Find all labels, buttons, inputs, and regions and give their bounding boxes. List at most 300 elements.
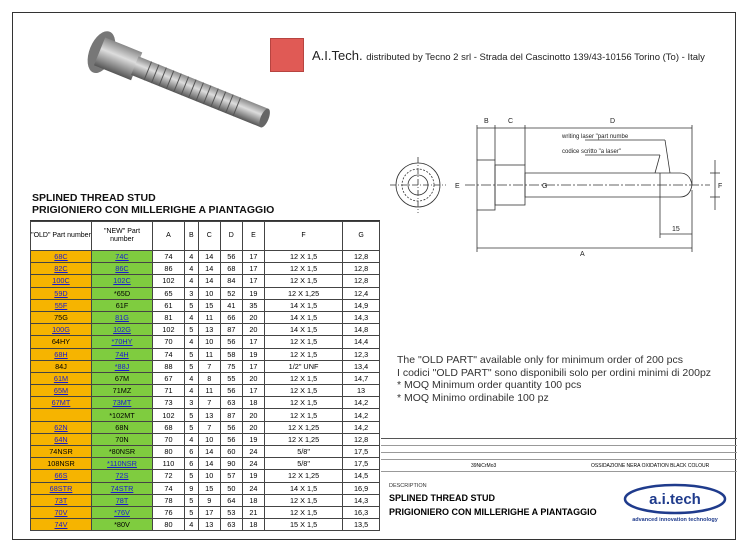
old-part-cell: 74NSR	[31, 446, 92, 458]
dimension-cell: 5/8"	[265, 458, 343, 470]
old-part-link[interactable]: 66S	[54, 471, 68, 481]
order-notes	[397, 354, 711, 404]
dimension-cell: 12,8	[343, 275, 380, 287]
new-part-cell	[92, 348, 153, 360]
stud-illustration	[60, 26, 280, 166]
dimension-cell: 12 X 1,5	[265, 275, 343, 287]
dimension-cell: 14	[198, 251, 220, 263]
new-part-link[interactable]: 74H	[115, 349, 129, 359]
dimension-cell: 41	[220, 299, 242, 311]
dimension-cell: 56	[220, 421, 242, 433]
new-part-cell	[92, 263, 153, 275]
dimension-cell: 56	[220, 336, 242, 348]
dimension-cell: 56	[220, 433, 242, 445]
dimension-cell: 19	[242, 433, 264, 445]
dimension-cell: 17	[242, 336, 264, 348]
column-header: E	[242, 222, 264, 251]
dimension-cell: 12,8	[343, 433, 380, 445]
dimension-cell: 4	[184, 336, 198, 348]
material-value: 39NiCrMo3	[471, 463, 497, 469]
dimension-cell: 12 X 1,5	[265, 385, 343, 397]
dim-c: C	[508, 118, 514, 125]
dimension-cell: 14 X 1,5	[265, 324, 343, 336]
dimension-cell: 13	[198, 519, 220, 531]
new-part-cell: 71MZ	[92, 385, 153, 397]
new-part-cell: 61F	[92, 299, 153, 311]
finish-value: OSSIDAZIONE NERA OXIDATION BLACK COLOUR	[591, 463, 710, 469]
dimension-cell: 6	[184, 458, 198, 470]
dimension-cell: 65	[153, 287, 185, 299]
dimension-cell: 70	[153, 433, 185, 445]
dimension-cell: 17	[242, 385, 264, 397]
new-part-cell	[92, 494, 153, 506]
new-part-cell: *80V	[92, 519, 153, 531]
dimension-cell: 24	[242, 446, 264, 458]
dimension-cell: 90	[220, 458, 242, 470]
dimension-cell: 4	[184, 311, 198, 323]
old-part-cell	[31, 470, 92, 482]
table-title	[30, 190, 380, 221]
dimension-cell: 15	[198, 299, 220, 311]
old-part-link[interactable]: 70V	[54, 508, 68, 518]
dimension-cell: 74	[153, 251, 185, 263]
column-header: "NEW" Part number	[92, 222, 153, 251]
dimension-cell: 72	[153, 470, 185, 482]
dimension-cell: 55	[220, 372, 242, 384]
new-part-cell	[92, 470, 153, 482]
new-part-link[interactable]: *76V	[114, 508, 130, 518]
dimension-cell: 10	[198, 287, 220, 299]
table-row	[31, 397, 380, 409]
dimension-cell: 14,5	[343, 470, 380, 482]
table-row	[31, 494, 380, 506]
parts-table	[30, 221, 380, 531]
dimension-cell: 87	[220, 324, 242, 336]
dimension-cell: 12 X 1,25	[265, 433, 343, 445]
table-row	[31, 519, 380, 531]
dimension-cell: 16,3	[343, 506, 380, 518]
dimension-cell: 12 X 1,5	[265, 348, 343, 360]
old-part-cell	[31, 519, 92, 531]
new-part-cell: *80NSR	[92, 446, 153, 458]
dimension-cell: 80	[153, 519, 185, 531]
dimension-cell: 5	[184, 324, 198, 336]
old-part-link[interactable]: 61M	[53, 373, 69, 383]
description-en: SPLINED THREAD STUD	[389, 493, 496, 503]
dimension-cell: 102	[153, 409, 185, 421]
dimension-cell: 20	[242, 421, 264, 433]
dimension-cell: 24	[242, 482, 264, 494]
description-label: DESCRIPTION	[389, 483, 427, 489]
dim-g: G	[542, 183, 548, 190]
old-part-cell	[31, 421, 92, 433]
new-part-link[interactable]: 72S	[115, 471, 129, 481]
table-title-it: PRIGIONIERO CON MILLERIGHE A PIANTAGGIO	[32, 204, 275, 216]
old-part-link[interactable]: 67MT	[51, 398, 71, 408]
brand-logo-square	[270, 38, 304, 72]
brand-line	[312, 48, 705, 63]
dimension-cell: 5	[184, 348, 198, 360]
dimension-cell: 17,5	[343, 458, 380, 470]
table-title-en: SPLINED THREAD STUD	[32, 192, 156, 204]
dimension-cell: 13	[198, 409, 220, 421]
old-part-link[interactable]: 65M	[53, 386, 69, 396]
old-part-link[interactable]: 82C	[54, 264, 68, 274]
dimension-cell: 17	[242, 263, 264, 275]
dimension-cell: 18	[242, 494, 264, 506]
aitech-tagline: advanced innovation technology	[632, 517, 718, 523]
table-row	[31, 372, 380, 384]
note-line: * MOQ Minimum order quantity 100 pcs	[397, 379, 582, 391]
dimension-cell: 14	[198, 458, 220, 470]
dim-a: A	[580, 251, 585, 258]
table-row	[31, 421, 380, 433]
dimension-cell: 20	[242, 372, 264, 384]
table-row	[31, 324, 380, 336]
new-part-link[interactable]: 73MT	[112, 398, 132, 408]
old-part-cell	[31, 409, 92, 421]
dimension-cell: 5	[184, 409, 198, 421]
old-part-cell	[31, 287, 92, 299]
dimension-cell: 56	[220, 251, 242, 263]
dimension-cell: 14,3	[343, 494, 380, 506]
table-row	[31, 348, 380, 360]
dimension-cell: 12 X 1,5	[265, 397, 343, 409]
dimension-cell: 11	[198, 348, 220, 360]
dimension-cell: 12 X 1,5	[265, 494, 343, 506]
old-part-cell	[31, 275, 92, 287]
dimension-cell: 64	[220, 494, 242, 506]
note-line: I codici "OLD PART" sono disponibili solo per ordini minimi di 200pz	[397, 366, 712, 379]
new-part-cell: 67M	[92, 372, 153, 384]
dimension-cell: 110	[153, 458, 185, 470]
dimension-cell: 9	[198, 494, 220, 506]
dimension-cell: 19	[242, 348, 264, 360]
dimension-cell: 12 X 1,5	[265, 251, 343, 263]
dimension-cell: 19	[242, 470, 264, 482]
old-part-cell	[31, 251, 92, 263]
dimension-cell: 14	[198, 446, 220, 458]
dimension-cell: 10	[198, 336, 220, 348]
table-row	[31, 470, 380, 482]
dimension-cell: 15 X 1,5	[265, 519, 343, 531]
distributor-text: distributed by Tecno 2 srl - Strada del Cascinotto 139/43-10156 Torino (To) - Italy	[366, 51, 705, 63]
old-part-link[interactable]: 100C	[52, 276, 70, 286]
dimension-cell: 81	[153, 311, 185, 323]
dimension-cell: 73	[153, 397, 185, 409]
dimension-cell: 5	[184, 470, 198, 482]
dimension-cell: 12 X 1,5	[265, 409, 343, 421]
dimension-cell: 4	[184, 519, 198, 531]
old-part-cell: 84J	[31, 360, 92, 372]
old-part-link[interactable]: 100G	[52, 325, 70, 335]
dimension-cell: 4	[184, 251, 198, 263]
dimension-cell: 88	[153, 360, 185, 372]
new-part-link[interactable]: 102G	[113, 325, 131, 335]
dimension-cell: 24	[242, 458, 264, 470]
dimension-cell: 60	[220, 446, 242, 458]
dimension-cell: 86	[153, 263, 185, 275]
dimension-cell: 14,8	[343, 324, 380, 336]
table-row	[31, 251, 380, 263]
note-line: The "OLD PART" available only for minimum order of 200 pcs	[397, 354, 684, 366]
column-header: G	[343, 222, 380, 251]
table-row	[31, 506, 380, 518]
old-part-cell: 64HY	[31, 336, 92, 348]
dimension-cell: 15	[198, 482, 220, 494]
dimension-cell: 4	[184, 385, 198, 397]
new-part-cell	[92, 397, 153, 409]
dimension-cell: 12,8	[343, 251, 380, 263]
note-line: * MOQ Minimo ordinabile 100 pz	[397, 391, 549, 404]
dimension-cell: 4	[184, 372, 198, 384]
dimension-cell: 57	[220, 470, 242, 482]
dimension-cell: 53	[220, 506, 242, 518]
old-part-link[interactable]: 62N	[54, 422, 68, 432]
dimension-cell: 17	[242, 251, 264, 263]
dimension-cell: 75	[220, 360, 242, 372]
new-part-link[interactable]: 78T	[115, 495, 129, 505]
new-part-cell	[92, 458, 153, 470]
dimension-cell: 12 X 1,5	[265, 372, 343, 384]
dimension-cell: 4	[184, 275, 198, 287]
new-part-link[interactable]: 74C	[115, 252, 129, 262]
dimension-cell: 7	[198, 421, 220, 433]
dimension-cell: 13,5	[343, 519, 380, 531]
laser-callout-en: writing laser "part numbe	[562, 134, 629, 140]
dimension-cell: 14	[198, 275, 220, 287]
dimension-cell: 84	[220, 275, 242, 287]
old-part-link[interactable]: 59D	[54, 288, 68, 298]
table-header-row	[31, 222, 380, 251]
column-header: F	[265, 222, 343, 251]
dimension-cell: 14 X 1,5	[265, 311, 343, 323]
dimension-cell: 12 X 1,5	[265, 336, 343, 348]
technical-drawing	[390, 110, 735, 260]
dimension-cell: 71	[153, 385, 185, 397]
aitech-logo	[619, 483, 731, 525]
dimension-cell: 20	[242, 324, 264, 336]
dimension-cell: 21	[242, 506, 264, 518]
dimension-cell: 12 X 1,25	[265, 470, 343, 482]
dimension-cell: 12,8	[343, 263, 380, 275]
dimension-cell: 78	[153, 494, 185, 506]
dimension-cell: 19	[242, 287, 264, 299]
dimension-cell: 12 X 1,5	[265, 506, 343, 518]
title-block	[381, 438, 737, 529]
dimension-cell: 14 X 1,5	[265, 299, 343, 311]
dimension-cell: 14,2	[343, 397, 380, 409]
parts-table-block	[30, 190, 380, 531]
dimension-cell: 14 X 1,5	[265, 482, 343, 494]
old-part-cell	[31, 372, 92, 384]
dimension-cell: 3	[184, 397, 198, 409]
dimension-cell: 12 X 1,25	[265, 421, 343, 433]
dimension-cell: 1/2" UNF	[265, 360, 343, 372]
column-header: "OLD" Part number	[31, 222, 92, 251]
dimension-cell: 14,2	[343, 421, 380, 433]
dimension-cell: 80	[153, 446, 185, 458]
dimension-cell: 16,9	[343, 482, 380, 494]
old-part-link[interactable]: 74V	[54, 520, 68, 530]
old-part-cell	[31, 348, 92, 360]
table-row	[31, 458, 380, 470]
column-header: B	[184, 222, 198, 251]
new-part-cell: 70N	[92, 433, 153, 445]
new-part-cell	[92, 360, 153, 372]
table-row	[31, 446, 380, 458]
laser-callout-it: codice scritto "a laser"	[562, 149, 621, 155]
new-part-cell	[92, 506, 153, 518]
new-part-cell: *102MT	[92, 409, 153, 421]
old-part-cell	[31, 433, 92, 445]
dimension-cell: 17	[242, 360, 264, 372]
dimension-cell: 12 X 1,5	[265, 263, 343, 275]
old-part-link[interactable]: 64N	[54, 434, 68, 444]
dimension-cell: 5/8"	[265, 446, 343, 458]
old-part-link[interactable]: 68STR	[49, 483, 73, 493]
new-part-cell	[92, 336, 153, 348]
dimension-cell: 10	[198, 433, 220, 445]
dimension-cell: 9	[184, 482, 198, 494]
column-header: A	[153, 222, 185, 251]
dimension-cell: 74	[153, 348, 185, 360]
new-part-cell: *65D	[92, 287, 153, 299]
dimension-cell: 14,2	[343, 409, 380, 421]
dimension-cell: 61	[153, 299, 185, 311]
dimension-cell: 63	[220, 397, 242, 409]
new-part-link[interactable]: 74STR	[110, 483, 134, 493]
brand-name: A.I.Tech.	[312, 47, 363, 63]
dim-d: D	[610, 118, 616, 125]
column-header: C	[198, 222, 220, 251]
dimension-cell: 10	[198, 470, 220, 482]
table-row	[31, 275, 380, 287]
new-part-cell	[92, 482, 153, 494]
dimension-cell: 6	[184, 446, 198, 458]
dimension-cell: 63	[220, 519, 242, 531]
new-part-cell	[92, 251, 153, 263]
dimension-cell: 13	[198, 324, 220, 336]
dimension-cell: 5	[184, 506, 198, 518]
column-header: D	[220, 222, 242, 251]
dimension-cell: 13	[343, 385, 380, 397]
old-part-cell	[31, 397, 92, 409]
dimension-cell: 67	[153, 372, 185, 384]
new-part-link[interactable]: *110NSR	[107, 459, 137, 469]
dimension-cell: 12,4	[343, 287, 380, 299]
header	[270, 38, 705, 72]
dim-b: B	[484, 118, 489, 125]
table-row	[31, 299, 380, 311]
dimension-cell: 14	[198, 263, 220, 275]
dimension-cell: 20	[242, 409, 264, 421]
table-row	[31, 360, 380, 372]
dimension-cell: 3	[184, 287, 198, 299]
table-row	[31, 263, 380, 275]
description-it: PRIGIONIERO CON MILLERIGHE A PIANTAGGIO	[389, 507, 597, 517]
dimension-cell: 17	[242, 275, 264, 287]
aitech-logo-text: a.i.tech	[649, 491, 701, 508]
dimension-cell: 35	[242, 299, 264, 311]
dimension-cell: 87	[220, 409, 242, 421]
dimension-cell: 66	[220, 311, 242, 323]
dimension-cell: 5	[184, 421, 198, 433]
new-part-cell	[92, 324, 153, 336]
new-part-link[interactable]: 81G	[115, 313, 129, 323]
dimension-cell: 4	[184, 433, 198, 445]
old-part-cell: 108NSR	[31, 458, 92, 470]
dimension-cell: 7	[198, 360, 220, 372]
dimension-cell: 14,7	[343, 372, 380, 384]
dimension-cell: 17,5	[343, 446, 380, 458]
dimension-cell: 102	[153, 324, 185, 336]
dimension-cell: 5	[184, 494, 198, 506]
dim-f: F	[718, 183, 723, 190]
dimension-cell: 18	[242, 397, 264, 409]
new-part-cell	[92, 311, 153, 323]
dimension-cell: 13,4	[343, 360, 380, 372]
dimension-cell: 4	[184, 263, 198, 275]
dimension-cell: 70	[153, 336, 185, 348]
old-part-cell: 75G	[31, 311, 92, 323]
dimension-cell: 11	[198, 385, 220, 397]
dim-15: 15	[672, 226, 680, 233]
old-part-link[interactable]: 55F	[54, 300, 68, 310]
new-part-link[interactable]: 102C	[113, 276, 131, 286]
table-row	[31, 482, 380, 494]
new-part-link[interactable]: 86C	[115, 264, 129, 274]
new-part-link[interactable]: *88J	[114, 361, 130, 371]
table-row	[31, 336, 380, 348]
dimension-cell: 8	[198, 372, 220, 384]
dimension-cell: 5	[184, 299, 198, 311]
dimension-cell: 56	[220, 385, 242, 397]
dimension-cell: 14,4	[343, 336, 380, 348]
dim-e: E	[455, 183, 460, 190]
dimension-cell: 102	[153, 275, 185, 287]
dimension-cell: 58	[220, 348, 242, 360]
dimension-cell: 14,9	[343, 299, 380, 311]
old-part-link[interactable]: 73T	[54, 495, 68, 505]
table-row	[31, 287, 380, 299]
dimension-cell: 68	[153, 421, 185, 433]
table-row	[31, 385, 380, 397]
dimension-cell: 7	[198, 397, 220, 409]
new-part-cell: 68N	[92, 421, 153, 433]
dimension-cell: 52	[220, 287, 242, 299]
dimension-cell: 76	[153, 506, 185, 518]
dimension-cell: 74	[153, 482, 185, 494]
dimension-cell: 17	[198, 506, 220, 518]
old-part-cell	[31, 482, 92, 494]
old-part-link[interactable]: 68H	[54, 349, 68, 359]
old-part-cell	[31, 385, 92, 397]
old-part-link[interactable]: 68C	[54, 252, 68, 262]
old-part-cell	[31, 263, 92, 275]
dimension-cell: 20	[242, 311, 264, 323]
table-row	[31, 409, 380, 421]
old-part-cell	[31, 324, 92, 336]
old-part-cell	[31, 506, 92, 518]
dimension-cell: 5	[184, 360, 198, 372]
old-part-cell	[31, 299, 92, 311]
dimension-cell: 50	[220, 482, 242, 494]
old-part-cell	[31, 494, 92, 506]
new-part-link[interactable]: *70HY	[111, 337, 133, 347]
table-row	[31, 433, 380, 445]
dimension-cell: 12 X 1,25	[265, 287, 343, 299]
